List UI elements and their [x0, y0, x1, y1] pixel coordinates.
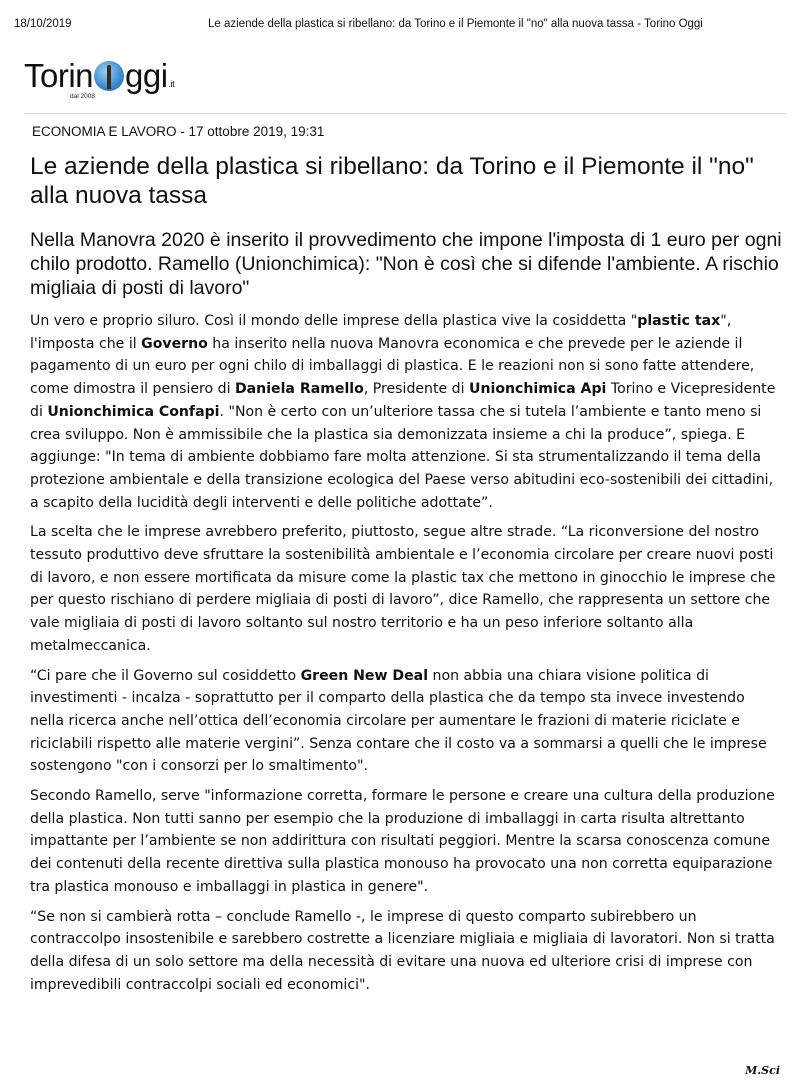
- article-paragraph: [30, 521, 782, 657]
- print-date: 18/10/2019: [14, 18, 72, 30]
- text-run: “Se non si cambierà rotta – conclude Ramello -, le imprese di questo comparto subirebbero un contraccolpo insostenibile e sarebbero costrette a licenziare migliaia e migliaia di lavoratori. Non si tratta della difesa di un solo settore ma della necessità di evitare una nuova ed ulteriore crisi di imprese con imprevedibili contraccolpi sociali ed economici".: [30, 908, 775, 993]
- text-run: . "Non è certo con un’ulteriore tassa che si tutela l’ambiente e tanto meno si crea sviluppo. Non è ammissibile che la plastica sia demonizzata insieme a chi la produce”, spiega. E aggiunge: "In tema di ambiente dobbiamo fare molta attenzione. Si sta strumentalizzando il tema della protezione ambientale e della transizione ecologica del Paese verso abitudini eco-sostenibili dei cittadini, a scapito della lucidità degli interventi e delle politiche adottate”.: [30, 403, 774, 511]
- logo-since: dal 2008: [70, 93, 95, 100]
- article-kicker[interactable]: ECONOMIA E LAVORO - 17 ottobre 2019, 19:31: [32, 124, 325, 139]
- article: [30, 124, 782, 1003]
- text-run: “Ci pare che il Governo sul cosiddetto: [30, 667, 301, 684]
- text-run: ha inserito nella nuova Manovra economica e che prevede per le aziende il pagamento di un euro per ogni chilo di imballaggi di plastica. E le reazioni non si sono fatte attendere, come dimostra il pensiero di: [30, 335, 755, 398]
- article-paragraph: [30, 310, 782, 514]
- mole-antonelliana-icon: [107, 65, 111, 89]
- logo-wordmark: [24, 58, 174, 102]
- site-logo[interactable]: [24, 58, 224, 102]
- bold-text: Green New Deal: [300, 667, 429, 684]
- logo-tld: .it: [168, 79, 175, 89]
- article-paragraph: [30, 785, 782, 899]
- text-run: non abbia una chiara visione politica di investimenti - incalza - soprattutto per il comparto della plastica che da tempo sta invece investendo nella ricerca anche nell’ottica dell’economia circolare per aumentare le frazioni di materie riciclate e riciclabili rispetto alle materie vergini”. Senza contare che il costo va a sommarsi a quelli che le imprese sostengono "con i consorzi per lo smaltimento".: [30, 667, 767, 775]
- text-run: , Presidente di: [363, 381, 470, 398]
- text-run: Un vero e proprio siluro. Così il mondo delle imprese della plastica vive la cosiddetta ": [30, 313, 638, 329]
- article-lede: Nella Manovra 2020 è inserito il provvedimento che impone l'imposta di 1 euro per ogni chilo prodotto. Ramello (Unionchimica): "Non è così che si difende l'ambiente. A rischio migliaia di posti di lavoro": [30, 229, 782, 299]
- text-run: Torino e Vicepresidente di: [30, 381, 776, 420]
- bold-text: Unionchimica Confapi: [47, 403, 220, 420]
- logo-text-after: ggi: [125, 57, 168, 94]
- article-paragraph: [30, 665, 782, 779]
- print-page-title: Le aziende della plastica si ribellano: da Torino e il Piemonte il "no" alla nuova tassa - Torino Oggi: [208, 18, 703, 30]
- bold-text: Governo: [141, 335, 208, 352]
- globe-mole-icon: [94, 61, 124, 91]
- bold-text: Daniela Ramello: [234, 381, 364, 398]
- text-run: ", l'imposta che il: [30, 313, 732, 352]
- text-run: La scelta che le imprese avrebbero preferito, piuttosto, segue altre strade. “La riconversione del nostro tessuto produttivo deve sfruttare la sostenibilità ambientale e l’economia circolare per creare nuovi posti di lavoro, e non essere mortificata da misure come la plastic tax che mettono in ginocchio le imprese che per questo rischiano di perdere migliaia di posti di lavoro”, dice Ramello, che rappresenta un settore che vale migliaia di posti di lavoro soltanto sul nostro territorio e ha un peso inferiore soltanto alla metalmeccanica.: [30, 524, 776, 654]
- author-signature: M.Sci: [745, 1064, 780, 1077]
- header-divider: [24, 113, 786, 114]
- text-run: Secondo Ramello, serve "informazione corretta, formare le persone e creare una cultura della produzione della plastica. Non tutti sanno per esempio che la produzione di imballaggi in carta risulta altrettanto impattante per l’ambiente se non addirittura con risultati peggiori. Mentre la scarsa conoscenza comune dei contenuti della recente direttiva sulla plastica monouso ha provocato una non corretta equiparazione tra plastica monouso e imballaggi in plastica in genere".: [30, 788, 775, 895]
- logo-text-before: Torin: [24, 57, 94, 94]
- bold-text: Unionchimica Api: [469, 381, 607, 398]
- article-paragraph: [30, 906, 782, 997]
- article-headline: Le aziende della plastica si ribellano: da Torino e il Piemonte il "no" alla nuova tassa: [30, 153, 754, 209]
- bold-text: plastic tax: [637, 313, 721, 329]
- article-body: [30, 310, 782, 996]
